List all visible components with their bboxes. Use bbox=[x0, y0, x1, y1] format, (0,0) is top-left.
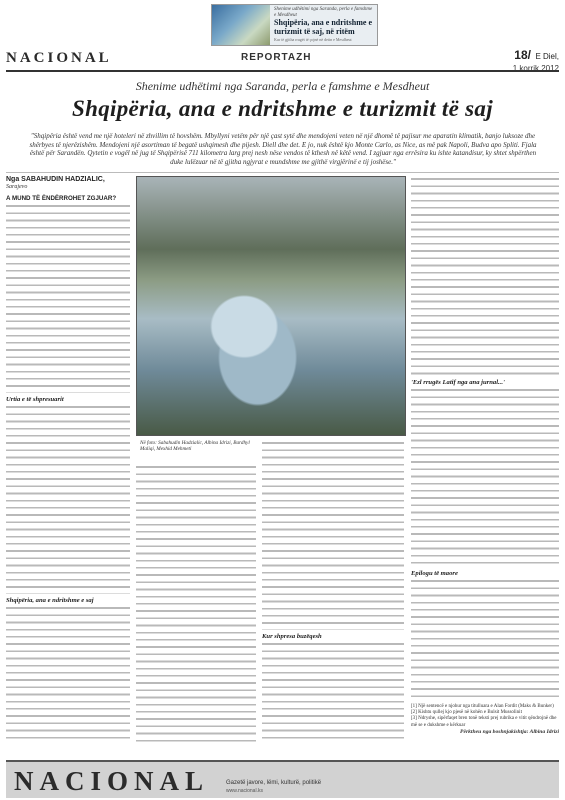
article-photo bbox=[136, 176, 406, 436]
promo-thumbnail bbox=[212, 5, 270, 45]
article-lead: "Shqipëria është vend me një hoteleri në zhvillim të hovshëm. Mbyllyni vetëm për një çast sytë dhe mendojeni veten në një dhomë të pajisur me aparatin klimatik, banjo luksoze dhe shërbyes të njerëzishëm. Mendojeni një asortiman të begatë ushqimesh dhe pijesh. Diell dhe det. E jo, nuk është kjo Monte Carlo, as Nice, as më pak Napoli, Budva apo Spliti. Fjala është për Sarandën. Qytetin e vogël në jug të Shqipërisë 711 kilometra larg prej nesh nëse vendos të kthesh në këtë vend. I zgjuar nga errësira ku ishte katandisur, ky shtet shpërthen duke lulëzuar në të gjitha ngjyrat e mundshme me gjithë virgjërinë e tij joshëse." bbox=[29, 132, 537, 166]
subheading: Shqipëria, ana e ndritshme e saj bbox=[6, 597, 94, 605]
promo-foot: Kur të gjitha rrugët të çojnë në detin e Mesdheut bbox=[274, 37, 352, 42]
issue-day: E Diel, bbox=[535, 52, 559, 61]
translator-signature: Përktheu nga boshnjakishtja: Albina Idrizi bbox=[460, 728, 559, 735]
page-number-block bbox=[513, 46, 559, 73]
body-text bbox=[6, 203, 130, 393]
subheading: Urtia e të shpresuarit bbox=[6, 396, 64, 404]
footer-tagline: Gazetë javore, lëmi, kulturë, politikë bbox=[226, 780, 322, 786]
body-text bbox=[136, 464, 256, 744]
article-headline: Shqipëria, ana e ndritshme e turizmit të saj bbox=[72, 96, 493, 121]
byline-place: Sarajevo bbox=[6, 184, 28, 190]
body-text bbox=[411, 176, 559, 376]
page-number: 18/ bbox=[514, 48, 531, 62]
body-text bbox=[6, 605, 130, 744]
footer-brand: NACIONAL bbox=[14, 766, 210, 796]
article-column-2b bbox=[262, 440, 404, 744]
subheading: A MUND TË ËNDËRROHET ZGJUAR? bbox=[6, 195, 117, 203]
issue-date: 1 korrik 2012 bbox=[512, 64, 559, 73]
article-column-2a bbox=[136, 464, 256, 744]
footnote: [3] Ndryshe, sipërfaqet bren tonë teksti prej rubrika e vitit qëndrojnë dhe më se e dukshme e kërkuar bbox=[411, 716, 557, 728]
page-header bbox=[6, 46, 559, 72]
photo-caption: Në foto: Sabahudin Hadzialic, Albina Idrizi, Bardhyl Maliqi, Mexhid Mehmeti bbox=[140, 440, 250, 453]
footer-sub: www.nacional.ks bbox=[226, 788, 263, 794]
article-kicker: Shenime udhëtimi nga Saranda, perla e famshme e Mesdheut bbox=[135, 79, 430, 93]
byline: Nga SABAHUDIN HADZIALIC, bbox=[6, 176, 105, 183]
promo-kicker: Shenime udhëtimi nga Saranda, perla e famshme e Mesdheut bbox=[274, 7, 373, 18]
footnote: [1] Një sentencë e njohur nga titulluara e Alan Fordit (Maks & Bunker) bbox=[411, 704, 554, 709]
body-text bbox=[411, 578, 559, 698]
article-column-3 bbox=[411, 176, 559, 701]
body-text bbox=[262, 641, 404, 741]
promo-title: Shqipëria, ana e ndritshme e turizmit të saj, në ritëm bbox=[274, 18, 373, 36]
body-text bbox=[411, 387, 559, 567]
section-title: REPORTAZH bbox=[241, 52, 312, 63]
promo-text bbox=[270, 5, 377, 45]
body-text bbox=[6, 404, 130, 594]
masthead-brand: NACIONAL bbox=[6, 50, 112, 66]
subheading: Kur shpresa buzëqesh bbox=[262, 633, 322, 640]
footnotes bbox=[411, 704, 559, 735]
subheading: 'Ezl rrugës Latif nga ana jurnal...' bbox=[411, 379, 505, 386]
body-text bbox=[262, 440, 404, 630]
subheading: Epilogu të maore bbox=[411, 570, 458, 577]
divider bbox=[6, 172, 559, 173]
newspaper-page bbox=[6, 4, 559, 796]
footnote: [2] Kishtu qullej kjo pjesë në kohën e Bulsit Mussolinit bbox=[411, 710, 522, 716]
article-column-1 bbox=[6, 176, 130, 744]
footer-banner bbox=[6, 760, 559, 798]
promo-box bbox=[211, 4, 378, 46]
